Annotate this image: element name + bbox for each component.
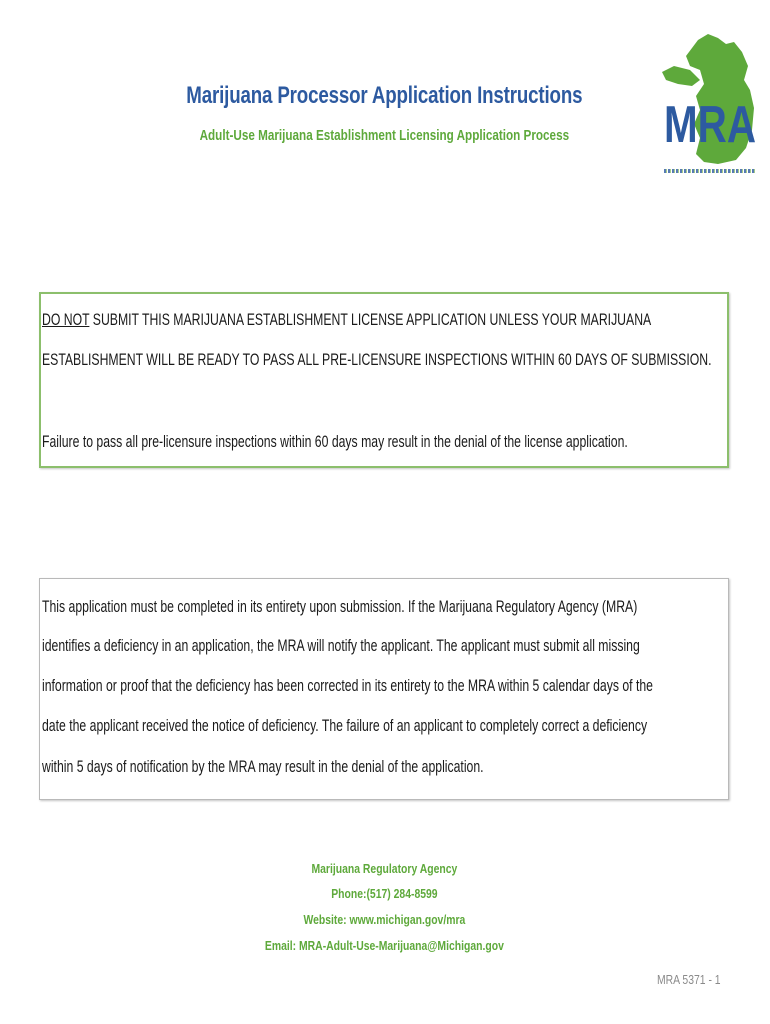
logo-letters: MRA xyxy=(664,96,756,154)
deficiency-line-2: identifies a deficiency in an application, the MRA will notify the applicant. The applicant must submit all missing xyxy=(42,636,640,655)
deficiency-line-4: date the applicant received the notice of deficiency. The failure of an applicant to completely correct a deficiency xyxy=(42,716,648,735)
logo-tagline xyxy=(664,169,756,173)
mra-logo xyxy=(660,30,760,180)
page-number: MRA 5371 - 1 xyxy=(657,972,721,987)
page-title: Marijuana Processor Application Instructions xyxy=(186,82,583,109)
warning-line-2: ESTABLISHMENT WILL BE READY TO PASS ALL PRE-LICENSURE INSPECTIONS WITHIN 60 DAYS OF SUBMISSION. xyxy=(42,350,712,369)
footer-website[interactable]: Website: www.michigan.gov/mra xyxy=(303,912,466,927)
deficiency-line-1: This application must be completed in its entirety upon submission. If the Marijuana Regulatory Agency (MRA) xyxy=(42,597,638,616)
page-subtitle: Adult-Use Marijuana Establishment Licensing Application Process xyxy=(199,127,570,144)
footer-email[interactable]: Email: MRA-Adult-Use-Marijuana@Michigan.gov xyxy=(264,938,504,953)
deficiency-line-5: within 5 days of notification by the MRA may result in the denial of the application. xyxy=(42,757,484,776)
deficiency-line-3: information or proof that the deficiency has been corrected in its entirety to the MRA within 5 calendar days of the xyxy=(42,676,653,695)
footer-agency: Marijuana Regulatory Agency xyxy=(311,861,458,876)
warning-line-1: DO NOT SUBMIT THIS MARIJUANA ESTABLISHMENT LICENSE APPLICATION UNLESS YOUR MARIJUANA xyxy=(42,310,652,329)
footer-phone: Phone:(517) 284-8599 xyxy=(331,886,438,901)
warning-line-3: Failure to pass all pre-licensure inspections within 60 days may result in the denial of the license application. xyxy=(42,432,628,451)
do-not-emphasis: DO NOT xyxy=(42,310,90,329)
